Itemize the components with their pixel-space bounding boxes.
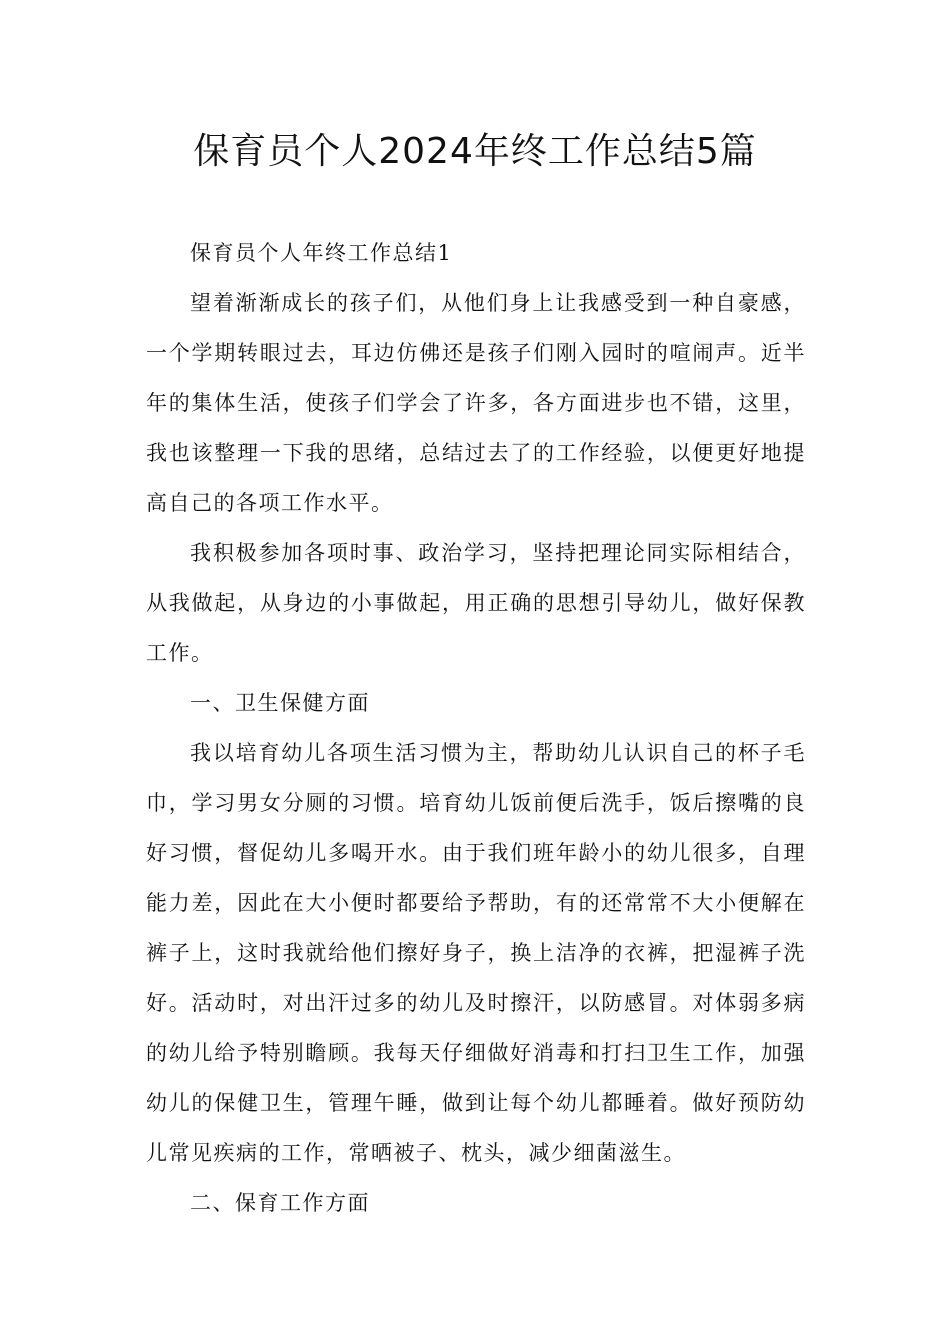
document-body	[146, 228, 806, 1228]
document-title: 保育员个人2024年终工作总结5篇	[193, 131, 757, 172]
paragraph-study: 我积极参加各项时事、政治学习，坚持把理论同实际相结合，从我做起，从身边的小事做起，用正确的思想引导幼儿，做好保教工作。	[146, 541, 806, 665]
section-heading-hygiene: 一、卫生保健方面	[190, 691, 370, 715]
paragraph-hygiene: 我以培育幼儿各项生活习惯为主，帮助幼儿认识自己的杯子毛巾，学习男女分厕的习惯。培育幼儿饭前便后洗手，饭后擦嘴的良好习惯，督促幼儿多喝开水。由于我们班年龄小的幼儿很多，自理能力差，因此在大小便时都要给予帮助，有的还常常不大小便解在裤子上，这时我就给他们擦好身子，换上洁净的衣裤，把湿裤子洗好。活动时，对出汗过多的幼儿及时擦汗，以防感冒。对体弱多病的幼儿给予特别瞻顾。我每天仔细做好消毒和打扫卫生工作，加强幼儿的保健卫生，管理午睡，做到让每个幼儿都睡着。做好预防幼儿常见疾病的工作，常晒被子、枕头，减少细菌滋生。	[146, 741, 806, 1165]
section-heading-1: 保育员个人年终工作总结1	[190, 241, 453, 265]
section-heading-care: 二、保育工作方面	[190, 1191, 370, 1215]
paragraph-intro: 望着渐渐成长的孩子们，从他们身上让我感受到一种自豪感，一个学期转眼过去，耳边仿佛还是孩子们刚入园时的喧闹声。近半年的集体生活，使孩子们学会了许多，各方面进步也不错，这里，我也该整理一下我的思绪，总结过去了的工作经验，以便更好地提高自己的各项工作水平。	[146, 291, 806, 515]
